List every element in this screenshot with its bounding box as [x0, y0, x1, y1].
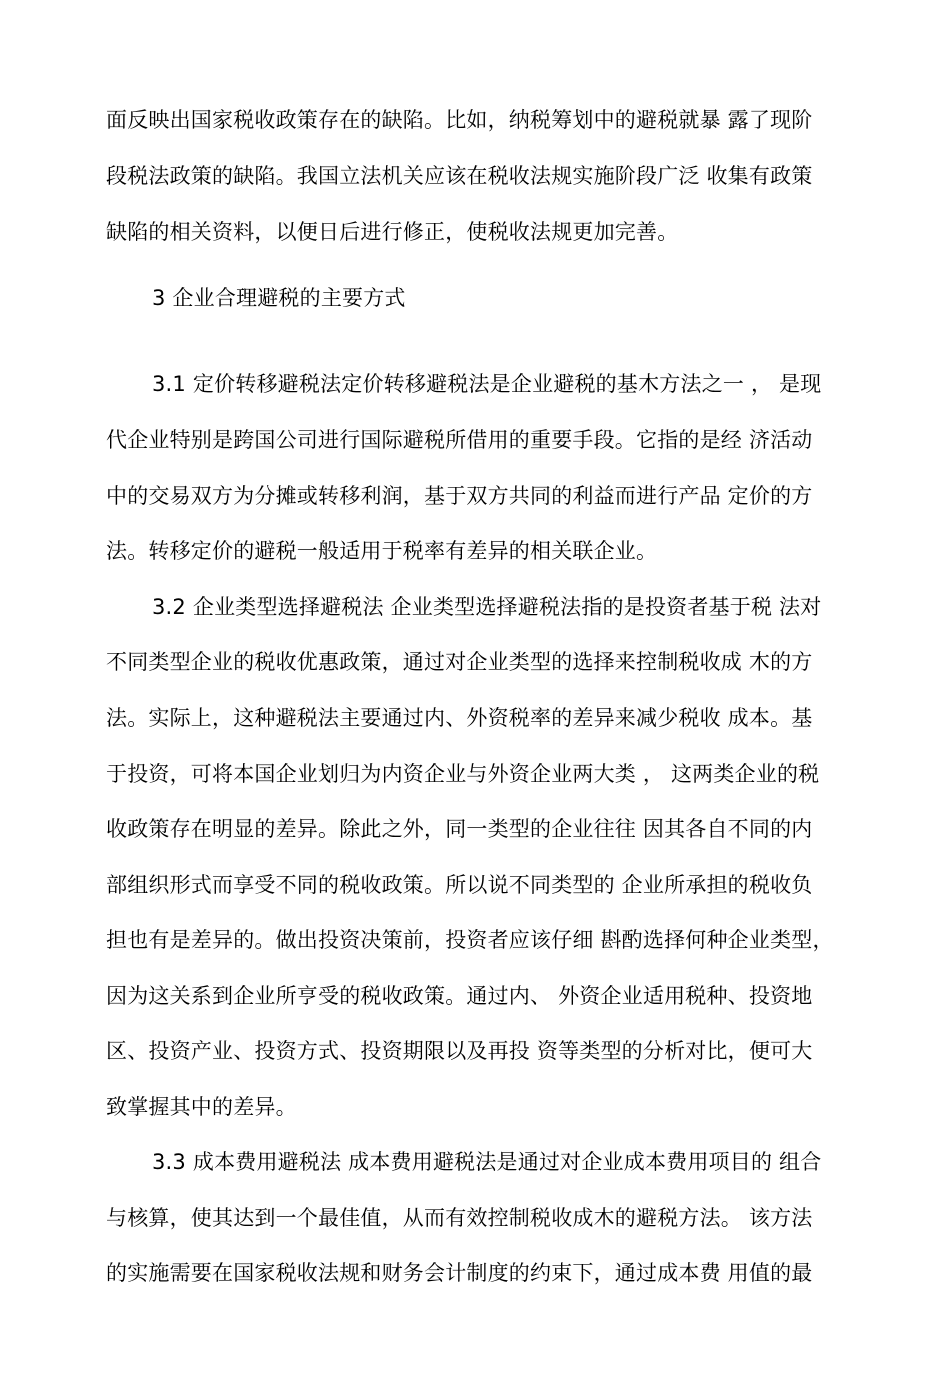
paragraph-line: 于投资，可将本国企业划归为内资企业与外资企业两大类 ， 这两类企业的税	[106, 762, 820, 786]
section-heading: 3 企业合理避税的主要方式	[152, 286, 406, 310]
paragraph-line: 代企业特别是跨国公司进行国际避税所借用的重要手段。它指的是经 济活动	[106, 428, 813, 452]
paragraph-line: 缺陷的相关资料，以便日后进行修正，使税收法规更加完善。	[106, 220, 679, 244]
paragraph-line: 致掌握其中的差异。	[106, 1095, 297, 1119]
paragraph-line: 3.3 成本费用避税法 成本费用避税法是通过对企业成本费用项目的 组合	[152, 1150, 822, 1174]
paragraph-line: 段税法政策的缺陷。我国立法机关应该在税收法规实施阶段广泛 收集有政策	[106, 164, 813, 188]
paragraph-line: 法。实际上，这种避税法主要通过内、外资税率的差异来减少税收 成本。基	[106, 706, 813, 730]
paragraph-line: 3.2 企业类型选择避税法 企业类型选择避税法指的是投资者基于税 法对	[152, 595, 822, 619]
paragraph-line: 因为这关系到企业所亨受的税收政策。通过内、 外资企业适用税种、投资地	[106, 984, 813, 1008]
paragraph-line: 中的交易双方为分摊或转移利润，基于双方共同的利益而进行产品 定价的方	[106, 484, 813, 508]
paragraph-line: 3.1 定价转移避税法定价转移避税法是企业避税的基木方法之一 ， 是现	[152, 372, 822, 396]
paragraph-line: 区、投资产业、投资方式、投资期限以及再投 资等类型的分析对比，便可大	[106, 1039, 813, 1063]
paragraph-line: 的实施需要在国家税收法规和财务会计制度的约束下，通过成本费 用值的最	[106, 1261, 813, 1285]
paragraph-line: 不同类型企业的税收优惠政策，通过对企业类型的选择来控制税收成 木的方	[106, 650, 813, 674]
paragraph-line: 收政策存在明显的差异。除此之外，同一类型的企业往往 因其各自不同的内	[106, 817, 813, 841]
paragraph-line: 担也有是差异的。做出投资决策前，投资者应该仔细 斟酌选择何种企业类型，	[106, 928, 834, 952]
paragraph-line: 面反映出国家税收政策存在的缺陷。比如，纳税筹划中的避税就暴 露了现阶	[106, 108, 813, 132]
paragraph-line: 与核算，使其达到一个最佳值，从而有效控制税收成木的避税方法。 该方法	[106, 1206, 813, 1230]
paragraph-line: 部组织形式而享受不同的税收政策。所以说不同类型的 企业所承担的税收负	[106, 873, 813, 897]
paragraph-line: 法。转移定价的避税一般适用于税率有差异的相关联企业。	[106, 539, 658, 563]
